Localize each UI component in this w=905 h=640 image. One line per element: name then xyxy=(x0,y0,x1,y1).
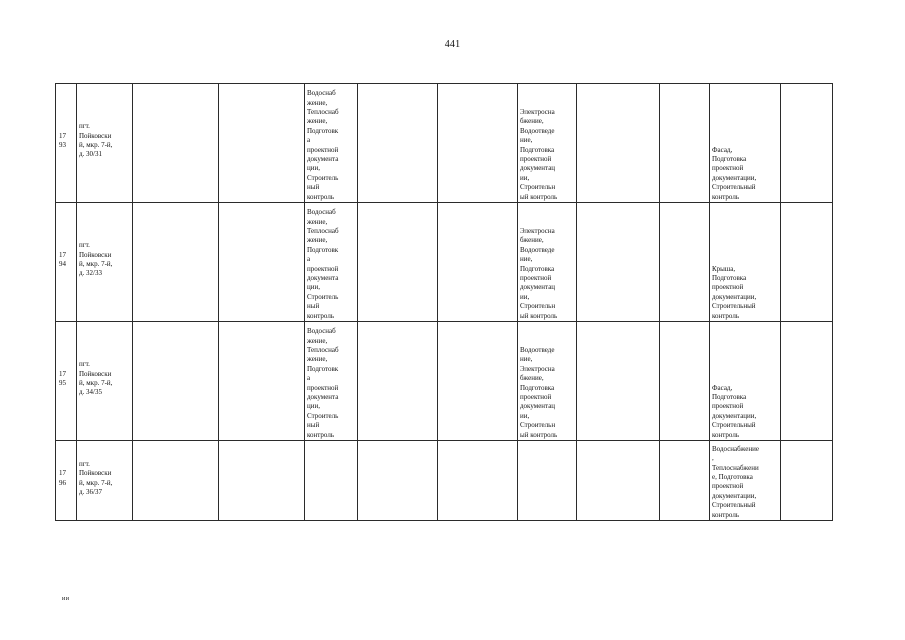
works-cell: Водоснабжение , Теплоснабжени е, Подготовка проектной документации, Строительный контроль xyxy=(710,441,781,521)
table-row xyxy=(56,441,833,521)
works-cell: Фасад, Подготовка проектной документации, Строительный контроль xyxy=(710,322,781,441)
works-cell: Водоснаб жение, Теплоснаб жение, Подготовк а проектной документа ции, Строитель ный контроль xyxy=(305,84,358,203)
works-cell: Водоснаб жение, Теплоснаб жение, Подготовк а проектной документа ции, Строитель ный контроль xyxy=(305,203,358,322)
table-cell xyxy=(781,322,833,441)
table-cell xyxy=(781,441,833,521)
table-cell xyxy=(781,203,833,322)
table-row xyxy=(56,84,833,203)
table-cell xyxy=(438,441,518,521)
page-number: 441 xyxy=(444,39,461,50)
table-cell xyxy=(133,441,219,521)
works-cell: Крыша, Подготовка проектной документации, Строительный контроль xyxy=(710,203,781,322)
table-cell xyxy=(577,203,660,322)
table-cell xyxy=(438,322,518,441)
table-cell xyxy=(358,322,438,441)
table-cell xyxy=(660,84,710,203)
table-cell xyxy=(577,441,660,521)
table-row xyxy=(56,203,833,322)
works-cell: Водоснаб жение, Теплоснаб жение, Подготовк а проектной документа ции, Строитель ный контроль xyxy=(305,322,358,441)
registry-table xyxy=(55,83,833,521)
row-number: 17 93 xyxy=(56,84,77,203)
works-cell: Фасад, Подготовка проектной документации, Строительный контроль xyxy=(710,84,781,203)
table-cell xyxy=(358,84,438,203)
table-cell xyxy=(577,322,660,441)
works-cell: Электросна бжение, Водоотведе ние, Подготовка проектной документац ии, Строительн ый контроль xyxy=(518,203,577,322)
table-cell xyxy=(133,84,219,203)
table-cell xyxy=(219,203,305,322)
address-cell: пгт. Пойковски й, мкр. 7-й, д. 32/33 xyxy=(77,203,133,322)
table-cell xyxy=(219,441,305,521)
works-cell: Электросна бжение, Водоотведе ние, Подготовка проектной документац ии, Строительн ый контроль xyxy=(518,84,577,203)
table-cell xyxy=(660,322,710,441)
table-cell xyxy=(219,322,305,441)
footer-mark: ии xyxy=(62,596,70,602)
row-number: 17 94 xyxy=(56,203,77,322)
address-cell: пгт. Пойковски й, мкр. 7-й, д. 36/37 xyxy=(77,441,133,521)
table-cell xyxy=(577,84,660,203)
table-cell xyxy=(133,322,219,441)
table-cell xyxy=(358,441,438,521)
table-cell xyxy=(518,441,577,521)
row-number: 17 95 xyxy=(56,322,77,441)
table-cell xyxy=(781,84,833,203)
table-cell xyxy=(438,84,518,203)
address-cell: пгт. Пойковски й, мкр. 7-й, д. 34/35 xyxy=(77,322,133,441)
table-cell xyxy=(133,203,219,322)
table-cell xyxy=(660,203,710,322)
table-cell xyxy=(438,203,518,322)
table-cell xyxy=(305,441,358,521)
table-cell xyxy=(660,441,710,521)
table-cell xyxy=(358,203,438,322)
works-cell: Водоотведе ние, Электросна бжение, Подготовка проектной документац ии, Строительн ый контроль xyxy=(518,322,577,441)
address-cell: пгт. Пойковски й, мкр. 7-й, д. 30/31 xyxy=(77,84,133,203)
row-number: 17 96 xyxy=(56,441,77,521)
table-cell xyxy=(219,84,305,203)
table-row xyxy=(56,322,833,441)
